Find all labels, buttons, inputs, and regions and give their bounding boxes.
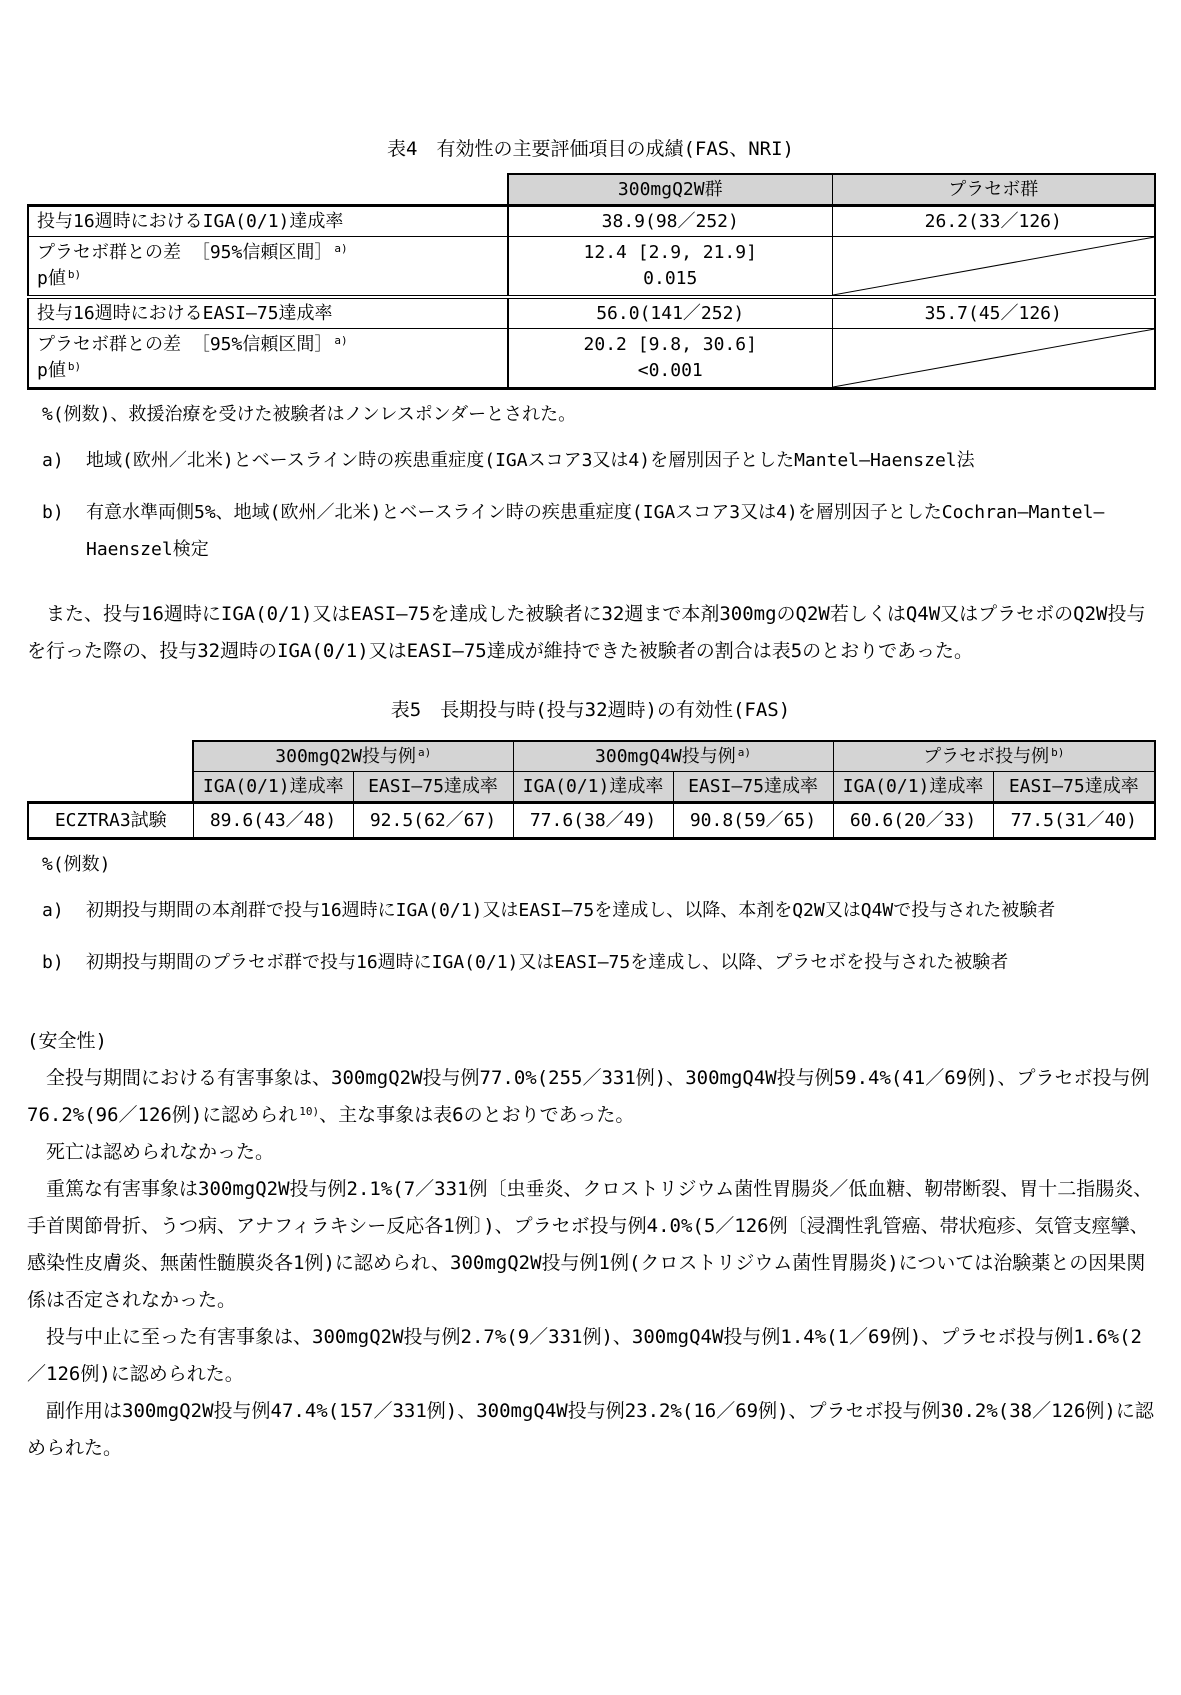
footnote-a xyxy=(42,892,1154,929)
trial-cell-iga-placebo: 60.6(20／33) xyxy=(833,803,993,839)
footnote-b-text: 初期投与期間のプラセボ群で投与16週時にIGA(0/1)又はEASI—75を達成し、以降、プラセボを投与された被験者 xyxy=(86,952,1009,973)
superscript-ref-10: 10) xyxy=(299,1105,320,1118)
group-label: 300mgQ2W投与例 xyxy=(275,746,416,767)
easi-diff-pvalue: <0.001 xyxy=(637,360,703,381)
group-header-300mgq4w xyxy=(513,741,833,772)
table4-row-iga-diff xyxy=(28,237,1155,298)
cell-iga-placebo: 26.2(33／126) xyxy=(832,206,1155,237)
trial-cell-iga-q2w: 89.6(43／48) xyxy=(193,803,353,839)
subheader-iga-q2w: IGA(0/1)達成率 xyxy=(193,772,353,803)
row-label-easi-diff xyxy=(28,329,508,389)
diff-label-text: プラセボ群との差 ［95%信頼区間］ xyxy=(37,334,333,355)
diagonal-cell-easi xyxy=(832,329,1155,389)
row-label-iga-diff xyxy=(28,237,508,298)
footnote-percent: %(例数) xyxy=(42,854,111,875)
iga-diff-value: 12.4 [2.9, 21.9] xyxy=(583,242,757,263)
footnote-percent: %(例数)、救援治療を受けた被験者はノンレスポンダーとされた。 xyxy=(42,404,577,425)
table4-row-iga xyxy=(28,206,1155,237)
row-label-easi: 投与16週時におけるEASI—75達成率 xyxy=(28,297,508,329)
subheader-iga-placebo: IGA(0/1)達成率 xyxy=(833,772,993,803)
cell-iga-q2w: 38.9(98／252) xyxy=(508,206,832,237)
trial-cell-easi-q2w: 92.5(62／67) xyxy=(353,803,513,839)
cell-iga-diff-q2w xyxy=(508,237,832,298)
safety-paragraph-side-effects: 副作用は300mgQ2W投与例47.4%(157／331例)、300mgQ4W投与例23.2%(16／69例)、プラセボ投与例30.2%(38／126例)に認められた。 xyxy=(27,1400,1154,1459)
footnote-b xyxy=(42,494,1154,568)
table5-footnotes xyxy=(42,853,1154,981)
group-header-300mgq2w xyxy=(193,741,513,772)
table5-title: 表5 長期投与時(投与32週時)の有効性(FAS) xyxy=(390,699,791,721)
row-label-iga: 投与16週時におけるIGA(0/1)達成率 xyxy=(28,206,508,237)
superscript-a: a) xyxy=(737,746,751,759)
safety-paragraph-deaths: 死亡は認められなかった。 xyxy=(27,1141,275,1163)
superscript-b: b) xyxy=(67,360,82,373)
subheader-easi-q2w: EASI—75達成率 xyxy=(353,772,513,803)
safety-section xyxy=(27,1023,1154,1467)
paragraph-text: 、主な事象は表6のとおりであった。 xyxy=(319,1104,635,1126)
subheader-iga-q4w: IGA(0/1)達成率 xyxy=(513,772,673,803)
paragraph-text: 全投与期間における有害事象は、300mgQ2W投与例77.0%(255／331例)、300mgQ4W投与例59.4%(41／69例)、プラセボ投与例76.2%(96／126例)に認められ xyxy=(27,1067,1150,1126)
iga-diff-pvalue: 0.015 xyxy=(643,268,698,289)
trial-cell-easi-placebo: 77.5(31／40) xyxy=(993,803,1155,839)
table4-column-header-placebo: プラセボ群 xyxy=(832,174,1155,206)
table4-row-easi-diff xyxy=(28,329,1155,389)
cell-easi-diff-q2w xyxy=(508,329,832,389)
footnote-b xyxy=(42,944,1154,981)
subheader-easi-q4w: EASI—75達成率 xyxy=(673,772,833,803)
superscript-b: b) xyxy=(67,268,82,281)
trial-cell-easi-q4w: 90.8(59／65) xyxy=(673,803,833,839)
diagonal-cell-iga xyxy=(832,237,1155,298)
safety-heading: (安全性) xyxy=(27,1030,107,1052)
diagonal-line-icon xyxy=(833,329,1155,387)
table5-group-header-row xyxy=(28,741,1155,772)
footnote-a xyxy=(42,442,1154,479)
table5 xyxy=(27,740,1156,840)
safety-paragraph-discontinuation: 投与中止に至った有害事象は、300mgQ2W投与例2.7%(9／331例)、300mgQ4W投与例1.4%(1／69例)、プラセボ投与例1.6%(2／126例)に認められた。 xyxy=(27,1326,1142,1385)
pvalue-label-text: p値 xyxy=(37,360,66,381)
superscript-a: a) xyxy=(334,334,348,347)
table5-subheader-row xyxy=(28,772,1155,803)
group-header-placebo xyxy=(833,741,1155,772)
superscript-a: a) xyxy=(334,242,348,255)
subheader-easi-placebo: EASI—75達成率 xyxy=(993,772,1155,803)
group-label: 300mgQ4W投与例 xyxy=(595,746,736,767)
table4-header-row xyxy=(28,174,1155,206)
safety-paragraph-serious-events: 重篤な有害事象は300mgQ2W投与例2.1%(7／331例〔虫垂炎、クロストリジウム菌性胃腸炎／低血糖、靭帯断裂、胃十二指腸炎、手首関節骨折、うつ病、アナフィラキシー反応各1例〕)、プラセボ投与例4.0%(5／126例〔浸潤性乳管癌、帯状疱疹、気管支痙攣、感染性皮膚炎、無菌性髄膜炎各1例)に認められ、300mgQ2W投与例1例(クロストリジウム菌性胃腸炎)については治験薬との因果関係は否定されなかった。 xyxy=(27,1178,1153,1311)
table4-title: 表4 有効性の主要評価項目の成績(FAS、NRI) xyxy=(387,138,794,160)
cell-easi-placebo: 35.7(45／126) xyxy=(832,297,1155,329)
table4-row-easi xyxy=(28,297,1155,329)
footnote-a-marker: a) xyxy=(42,450,64,471)
cell-easi-q2w: 56.0(141／252) xyxy=(508,297,832,329)
footnote-a-marker: a) xyxy=(42,900,64,921)
table4-column-header-300mgq2w: 300mgQ2W群 xyxy=(508,174,832,206)
safety-paragraph-adverse-events xyxy=(27,1060,1154,1134)
table5-corner-cell xyxy=(28,741,193,803)
diagonal-line-icon xyxy=(833,237,1155,295)
footnote-a-text: 地域(欧州／北米)とベースライン時の疾患重症度(IGAスコア3又は4)を層別因子としたMantel—Haenszel法 xyxy=(86,450,975,471)
table4 xyxy=(27,173,1156,390)
trial-cell-iga-q4w: 77.6(38／49) xyxy=(513,803,673,839)
footnote-b-marker: b) xyxy=(42,502,64,523)
trial-row-label: ECZTRA3試験 xyxy=(28,803,193,839)
superscript-b: b) xyxy=(1051,746,1065,759)
paragraph-longterm-intro: また、投与16週時にIGA(0/1)又はEASI—75を達成した被験者に32週まで本剤300mgのQ2W若しくはQ4W又はプラセボのQ2W投与を行った際の、投与32週時のIGA(0/1)又はEASI—75達成が維持できた被験者の割合は表5のとおりであった。 xyxy=(27,603,1146,662)
table5-data-row xyxy=(28,803,1155,839)
table4-corner-cell xyxy=(28,174,508,206)
footnote-b-marker: b) xyxy=(42,952,64,973)
footnote-b-text: 有意水準両側5%、地域(欧州／北米)とベースライン時の疾患重症度(IGAスコア3又は4)を層別因子としたCochran—Mantel—Haenszel検定 xyxy=(86,502,1105,560)
table4-footnotes xyxy=(42,403,1154,568)
easi-diff-value: 20.2 [9.8, 30.6] xyxy=(583,334,757,355)
group-label: プラセボ投与例 xyxy=(923,746,1050,767)
diff-label-text: プラセボ群との差 ［95%信頼区間］ xyxy=(37,242,333,263)
superscript-a: a) xyxy=(417,746,432,759)
footnote-a-text: 初期投与期間の本剤群で投与16週時にIGA(0/1)又はEASI—75を達成し、以降、本剤をQ2W又はQ4Wで投与された被験者 xyxy=(86,900,1056,921)
pvalue-label-text: p値 xyxy=(37,268,66,289)
